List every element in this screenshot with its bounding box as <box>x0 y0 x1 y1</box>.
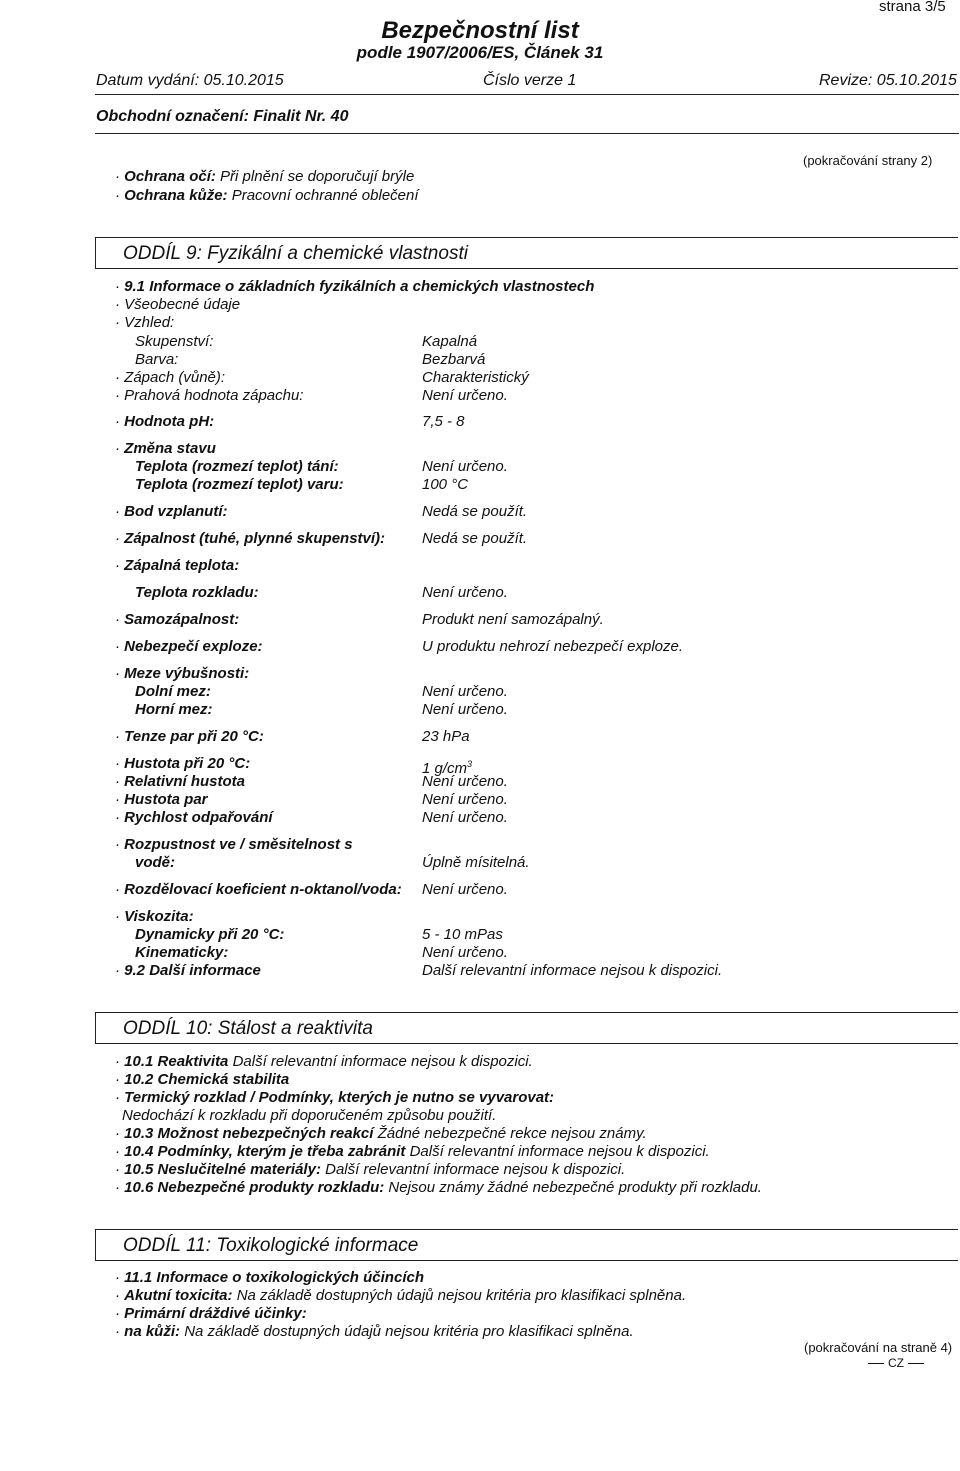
relative-density-label: · Relativní hustota <box>115 773 245 791</box>
skin-irritation-label: · na kůži: <box>115 1323 180 1340</box>
solubility-label: · Rozpustnost ve / směsitelnost s <box>115 836 353 854</box>
melting-label: Teplota (rozmezí teplot) tání: <box>135 458 339 475</box>
section-10-header <box>95 1012 958 1044</box>
header-rule-bottom <box>95 133 959 134</box>
skin-protection-label: · Ochrana kůže: <box>115 187 228 204</box>
issue-date: Datum vydání: 05.10.2015 <box>96 72 284 89</box>
flammability-value: Nedá se použít. <box>422 530 528 547</box>
eye-protection <box>115 168 414 186</box>
explosion-label: · Nebezpečí exploze: <box>115 638 263 656</box>
upper-limit-label: Horní mez: <box>135 701 213 718</box>
version-number: Číslo verze 1 <box>483 72 577 89</box>
density-label: · Hustota při 20 °C: <box>115 755 250 773</box>
relative-density-value: Není určeno. <box>422 773 508 790</box>
section-9-header <box>95 237 958 269</box>
flammability-label: · Zápalnost (tuhé, plynné skupenství): <box>115 530 385 548</box>
color-value: Bezbarvá <box>422 351 486 368</box>
trade-name: Obchodní označení: Finalit Nr. 40 <box>96 108 349 125</box>
reactivity-value: Další relevantní informace nejsou k dispozici. <box>232 1053 533 1070</box>
density-number: 1 g/cm <box>422 760 468 777</box>
dynamic-viscosity-label: Dynamicky při 20 °C: <box>135 926 285 943</box>
ph-value: 7,5 - 8 <box>422 413 465 430</box>
solubility-value: Úplně mísitelná. <box>422 854 530 871</box>
lower-limit-label: Dolní mez: <box>135 683 211 700</box>
hazardous-reactions-value: Žádné nebezpečné rekce nejsou známy. <box>377 1125 647 1142</box>
kinematic-viscosity-value: Není určeno. <box>422 944 508 961</box>
state-value: Kapalná <box>422 333 478 350</box>
section-11-title: ODDÍL 11: Toxikologické informace <box>123 1235 419 1256</box>
general-data: · Všeobecné údaje <box>115 296 240 314</box>
acute-toxicity-value: Na základě dostupných údajů nejsou kritéria pro klasifikaci splněna. <box>236 1287 687 1304</box>
vapour-pressure-value: 23 hPa <box>422 728 470 745</box>
vapour-pressure-label: · Tenze par při 20 °C: <box>115 728 264 746</box>
decomposition-temp-value: Není určeno. <box>422 584 508 601</box>
vapour-density-value: Není určeno. <box>422 791 508 808</box>
section-9-title: ODDÍL 9: Fyzikální a chemické vlastnosti <box>123 243 468 264</box>
continued-to: (pokračování na straně 4) <box>804 1340 953 1355</box>
acute-toxicity-label: · Akutní toxicita: <box>115 1287 233 1304</box>
decomposition-products-value: Nejsou známy žádné nebezpečné produkty při rozkladu. <box>388 1179 762 1196</box>
eye-protection-label: · Ochrana očí: <box>115 168 216 185</box>
conditions-to-avoid-value: Další relevantní informace nejsou k dispozici. <box>409 1143 710 1160</box>
density-unit-exponent: 3 <box>467 759 473 769</box>
odor-threshold-value: Není určeno. <box>422 387 508 404</box>
header-rule <box>95 94 959 95</box>
self-ignition-value: Produkt není samozápalný. <box>422 611 604 628</box>
reactivity-label: · 10.1 Reaktivita <box>115 1053 228 1070</box>
skin-irritation <box>115 1323 634 1341</box>
self-ignition-label: · Samozápalnost: <box>115 611 239 629</box>
acute-toxicity <box>115 1287 686 1305</box>
melting-value: Není určeno. <box>422 458 508 475</box>
dynamic-viscosity-value: 5 - 10 mPas <box>422 926 503 943</box>
section-10-title: ODDÍL 10: Stálost a reaktivita <box>123 1018 373 1039</box>
vapour-density-label: · Hustota par <box>115 791 208 809</box>
language-code <box>864 1356 928 1370</box>
hazardous-reactions <box>115 1125 647 1143</box>
boiling-label: Teplota (rozmezí teplot) varu: <box>135 476 344 493</box>
language-code-text: CZ <box>888 1356 904 1370</box>
lower-limit-value: Není určeno. <box>422 683 508 700</box>
explosion-value: U produktu nehrozí nebezpečí exploze. <box>422 638 683 655</box>
kinematic-viscosity-label: Kinematicky: <box>135 944 229 961</box>
flash-point-value: Nedá se použít. <box>422 503 528 520</box>
change-of-state: · Změna stavu <box>115 440 216 458</box>
upper-limit-value: Není určeno. <box>422 701 508 718</box>
odor-value: Charakteristický <box>422 369 529 386</box>
hazardous-reactions-label: · 10.3 Možnost nebezpečných reakcí <box>115 1125 373 1142</box>
section-11-header <box>95 1229 958 1261</box>
ignition-temp-label: · Zápalná teplota: <box>115 557 239 575</box>
viscosity-label: · Viskozita: <box>115 908 194 926</box>
other-info-value: Další relevantní informace nejsou k dispozici. <box>422 962 723 979</box>
solubility-label-water: vodě: <box>135 854 176 871</box>
odor-label: · Zápach (vůně): <box>115 369 225 387</box>
explosion-limits-label: · Meze výbušnosti: <box>115 665 249 683</box>
color-label: Barva: <box>135 351 179 368</box>
decomposition-products <box>115 1179 762 1197</box>
decomposition-products-label: · 10.6 Nebezpečné produkty rozkladu: <box>115 1179 384 1196</box>
skin-protection-value: Pracovní ochranné oblečení <box>231 187 419 204</box>
reactivity <box>115 1053 533 1071</box>
flash-point-label: · Bod vzplanutí: <box>115 503 228 521</box>
state-label: Skupenství: <box>135 333 214 350</box>
incompatible-materials <box>115 1161 625 1179</box>
appearance: · Vzhled: <box>115 314 174 332</box>
incompatible-materials-value: Další relevantní informace nejsou k dispozici. <box>325 1161 626 1178</box>
skin-irritation-value: Na základě dostupných údajů nejsou kritéria pro klasifikaci splněna. <box>184 1323 634 1340</box>
ph-label: · Hodnota pH: <box>115 413 214 431</box>
odor-threshold-label: · Prahová hodnota zápachu: <box>115 387 303 405</box>
evaporation-value: Není určeno. <box>422 809 508 826</box>
partition-label: · Rozdělovací koeficient n-oktanol/voda: <box>115 881 402 899</box>
chemical-stability: · 10.2 Chemická stabilita <box>115 1071 289 1089</box>
other-info-label: · 9.2 Další informace <box>115 962 261 980</box>
info-basic: · 9.1 Informace o základních fyzikálních a chemických vlastnostech <box>115 278 594 296</box>
document-subtitle: podle 1907/2006/ES, Článek 31 <box>356 43 604 62</box>
conditions-to-avoid <box>115 1143 710 1161</box>
continued-from: (pokračování strany 2) <box>803 153 933 168</box>
decomposition-temp-label: Teplota rozkladu: <box>135 584 259 601</box>
thermal-decomposition-label: · Termický rozklad / Podmínky, kterých je nutno se vyvarovat: <box>115 1089 554 1107</box>
conditions-to-avoid-label: · 10.4 Podmínky, kterým je třeba zabránit <box>115 1143 405 1160</box>
incompatible-materials-label: · 10.5 Neslučitelné materiály: <box>115 1161 321 1178</box>
boiling-value: 100 °C <box>422 476 469 493</box>
revision-date: Revize: 05.10.2015 <box>819 72 957 89</box>
primary-irritant-label: · Primární dráždivé účinky: <box>115 1305 307 1323</box>
toxicological-info: · 11.1 Informace o toxikologických účincích <box>115 1269 424 1287</box>
thermal-decomposition-value: Nedochází k rozkladu při doporučeném způsobu použití. <box>122 1107 497 1124</box>
eye-protection-value: Při plnění se doporučují brýle <box>220 168 415 185</box>
skin-protection <box>115 187 419 205</box>
partition-value: Není určeno. <box>422 881 508 898</box>
document-title: Bezpečnostní list <box>381 17 579 44</box>
page-number: strana 3/5 <box>879 0 946 15</box>
evaporation-label: · Rychlost odpařování <box>115 809 273 827</box>
